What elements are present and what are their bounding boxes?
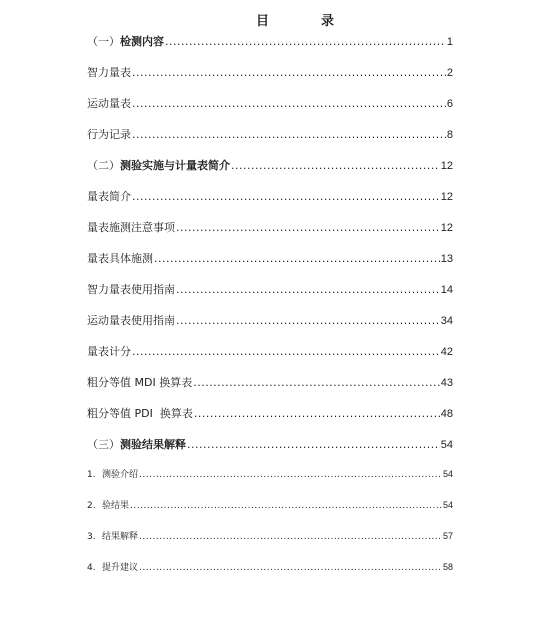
toc-entry[interactable] (87, 33, 453, 64)
toc-entry[interactable] (87, 219, 453, 250)
toc-page-number: 43 (440, 377, 453, 389)
heading-right: 录 (321, 14, 335, 29)
dot-leader (165, 35, 446, 48)
toc-entry-label: 4. 提升建议 (87, 563, 139, 573)
toc-page-number: 2 (446, 67, 453, 79)
toc-page-number: 14 (440, 284, 453, 296)
toc-page-number: 34 (440, 315, 453, 327)
toc-entry-label: （二）测验实施与计量表简介 (87, 159, 230, 172)
toc-page-number: 13 (440, 253, 453, 265)
toc-page-number: 12 (440, 222, 453, 234)
toc-entry-label: 粗分等值 MDI 换算表 (87, 376, 193, 389)
toc-entry[interactable] (87, 126, 453, 157)
toc-entry[interactable] (87, 312, 453, 343)
dot-leader (139, 563, 442, 573)
dot-leader (176, 283, 440, 296)
toc-entry-label: 量表具体施测 (87, 252, 153, 265)
toc-entry[interactable] (87, 250, 453, 281)
dot-leader (139, 532, 442, 542)
toc-entry-label: 行为记录 (87, 128, 131, 141)
toc-entry-label: 智力量表使用指南 (87, 283, 175, 296)
toc-entry-label: 2. 验结果 (87, 501, 130, 511)
dot-leader (176, 221, 440, 234)
dot-leader (132, 97, 446, 110)
toc-entry[interactable] (87, 467, 453, 498)
toc-page-number: 54 (442, 500, 453, 510)
dot-leader (231, 159, 440, 172)
dot-leader (132, 66, 446, 79)
dot-leader (193, 376, 440, 389)
toc-entry[interactable] (87, 498, 453, 529)
dot-leader (132, 190, 440, 203)
dot-leader (132, 345, 440, 358)
toc-entry[interactable] (87, 188, 453, 219)
toc-page-number: 8 (446, 129, 453, 141)
toc-entry[interactable] (87, 436, 453, 467)
toc-entry-label: （一）检测内容 (87, 35, 164, 48)
toc-page-number: 12 (440, 191, 453, 203)
dot-leader (154, 252, 440, 265)
toc-entry-label: 3. 结果解释 (87, 532, 139, 542)
toc-entry-label: 量表计分 (87, 345, 131, 358)
toc-entry[interactable] (87, 95, 453, 126)
toc-entry-label: 智力量表 (87, 66, 131, 79)
dot-leader (187, 438, 440, 451)
toc-entry[interactable] (87, 529, 453, 560)
toc-entry[interactable] (87, 157, 453, 188)
dot-leader (130, 501, 442, 511)
toc-heading (0, 10, 554, 29)
toc-page-number: 42 (440, 346, 453, 358)
dot-leader (132, 128, 446, 141)
toc-page-number: 12 (440, 160, 453, 172)
heading-left: 目 (255, 14, 269, 29)
toc-entry[interactable] (87, 560, 453, 591)
toc-entry-label: 运动量表 (87, 97, 131, 110)
toc-entry[interactable] (87, 343, 453, 374)
toc-page-number: 54 (442, 469, 453, 479)
toc-page-number: 54 (440, 439, 453, 451)
toc-entry-label: 量表施测注意事项 (87, 221, 175, 234)
dot-leader (176, 314, 440, 327)
toc-page-number: 48 (440, 408, 453, 420)
table-of-contents (87, 33, 453, 591)
toc-page-number: 1 (446, 36, 453, 48)
toc-page-number: 6 (446, 98, 453, 110)
toc-entry[interactable] (87, 374, 453, 405)
toc-entry-label: 粗分等值 PDI 换算表 (87, 407, 193, 420)
toc-entry-label: 运动量表使用指南 (87, 314, 175, 327)
toc-entry[interactable] (87, 281, 453, 312)
toc-entry-label: 1. 测验介绍 (87, 470, 139, 480)
toc-page-number: 58 (442, 562, 453, 572)
dot-leader (194, 407, 440, 420)
dot-leader (139, 470, 442, 480)
toc-page-number: 57 (442, 531, 453, 541)
toc-entry-label: 量表简介 (87, 190, 131, 203)
toc-entry[interactable] (87, 64, 453, 95)
toc-entry[interactable] (87, 405, 453, 436)
toc-entry-label: （三）测验结果解释 (87, 438, 186, 451)
